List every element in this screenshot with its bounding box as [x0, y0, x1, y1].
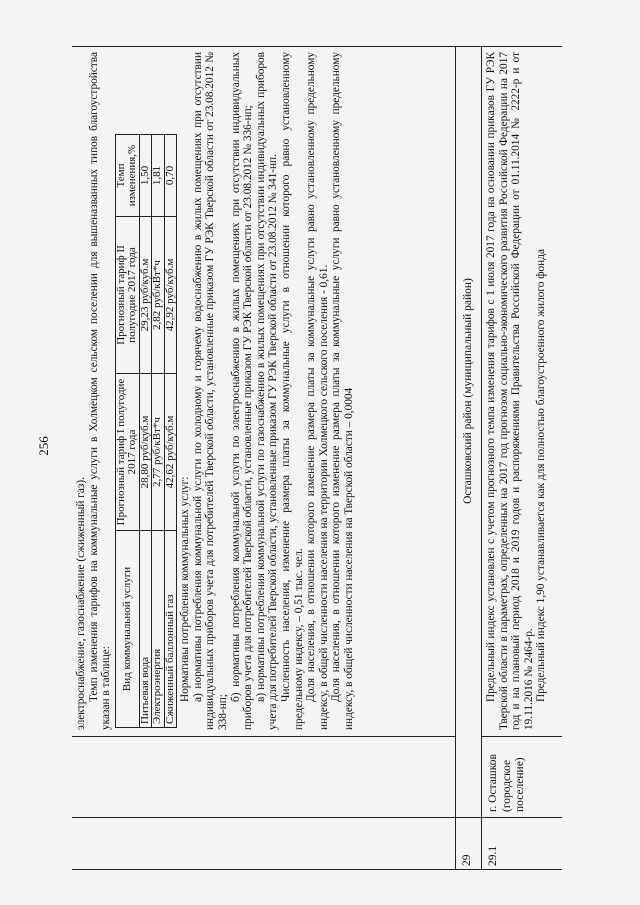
text-paragraph: в) нормативы потребления коммунальной услуги по газоснабжению в жилых помещениях при отсутствии индивидуальных приборов учета для потребителей Тверской области, установленные приказом ГУ РЭК Тверской области от 23.08.2012 № 341-нп.	[254, 52, 280, 730]
table-cell: Электроэнергия	[152, 531, 165, 728]
table-cell: 42,62 руб/куб.м	[164, 374, 177, 531]
table-cell: 2,77 руб/кВт*ч	[152, 374, 165, 531]
table-cell: 2,82 руб/кВт*ч	[152, 217, 165, 374]
text-paragraph: Предельный индекс 1,90 устанавливается как для полностью благоустроенного жилого фонда	[535, 249, 548, 702]
continuation-row	[72, 46, 455, 870]
table-header: Вид коммунальной услуги	[115, 531, 139, 728]
table-cell: 0,70	[164, 135, 177, 217]
table-header: Прогнозный тариф I полугодие 2017 года	[115, 374, 139, 531]
page-number: 256	[35, 436, 51, 456]
content-cell	[482, 46, 548, 736]
content-cell	[72, 46, 356, 736]
text-paragraph: Нормативы потребления коммунальных услуг:	[179, 476, 192, 702]
row-number-cell	[72, 817, 455, 870]
text-paragraph: а) нормативы потребления коммунальной услуги по холодному и горячему водоснабжению в жилых помещениях при отсутствии индивидуальных приборов учета для потребителей Тверской области, установленные приказом ГУ РЭК Тверской области от 23.08.2012 № 338-нп;	[191, 52, 230, 730]
table-cell: 1,50	[139, 135, 152, 217]
table-cell: Сжиженный баллонный газ	[164, 531, 177, 728]
text-paragraph: б) нормативы потребления коммунальной услуги по электроснабжению в жилых помещениях при отсутствии индивидуальных приборов учета для потребителей Тверской области, установленные приказом ГУ РЭК Тверской области от 23.08.2012 № 336-нп;	[229, 52, 255, 730]
section-title: Осташковский район (муниципальный район)	[462, 278, 474, 504]
table-row	[164, 135, 177, 728]
text-line: электроснабжение, газоснабжение (сжиженный газ).	[75, 477, 87, 730]
table-cell: 1,81	[152, 135, 165, 217]
row-number: 29.1	[482, 817, 562, 870]
table-row	[152, 135, 165, 728]
table-cell: 29,23 руб/куб.м	[139, 217, 152, 374]
text-paragraph: Доля населения, в отношении которого изменение размера платы за коммунальные услуги равно установленному предельному индексу, в общей численности населения на Тверской области – 0,0004	[330, 52, 355, 730]
table-cell: Питьевая вода	[139, 531, 152, 728]
municipality-cell	[456, 736, 481, 817]
table-header: Темп изменения,%	[115, 135, 139, 217]
text-paragraph: Предельный индекс установлен с учетом прогнозного темпа изменения тарифов с 1 июля 2017 года на основании приказов ГУ РЭК Тверской области в параметрах, определенных на 2017 год прогнозом социально-экономического развития Российской Федерации на 2017 год и на плановый период 2018 и 2019 годов и распоряжениями Правительства Российской Федерации от 01.11.2014 № 2222-р и от 19.11.2016 № 2464-р.	[485, 52, 535, 730]
municipality-cell	[72, 736, 455, 817]
table-header: Прогнозный тариф II полугодие 2017 года	[115, 217, 139, 374]
table-cell: 42,92 руб/куб.м	[164, 217, 177, 374]
table-cell: 28,80 руб/куб.м	[139, 374, 152, 531]
tariff-table	[115, 134, 178, 728]
table-header-row	[115, 135, 139, 728]
table-row	[139, 135, 152, 728]
rotated-page	[72, 46, 562, 870]
section-row-29	[455, 46, 481, 870]
text-line: Темп изменения тарифов на коммунальные услуги в Холмецком сельском поселении для вышеназванных типов благоустройства указан в таблице:	[87, 52, 113, 730]
municipality-name: г. Осташков (городское поселение)	[482, 736, 562, 817]
text-paragraph: Доля населения, в отношении которого изменение размера платы за коммунальные услуги равно установленному предельному индексу, в общей численности населения на территории Холмецкого сельского поселения - 0,61.	[305, 52, 330, 730]
row-number: 29	[456, 817, 481, 870]
text-paragraph: Численность населения, изменение размера платы за коммунальные услуги в отношении которого равно установленному предельному индексу, – 0,51 тыс. чел.	[280, 52, 305, 730]
section-row-29-1	[481, 46, 562, 870]
